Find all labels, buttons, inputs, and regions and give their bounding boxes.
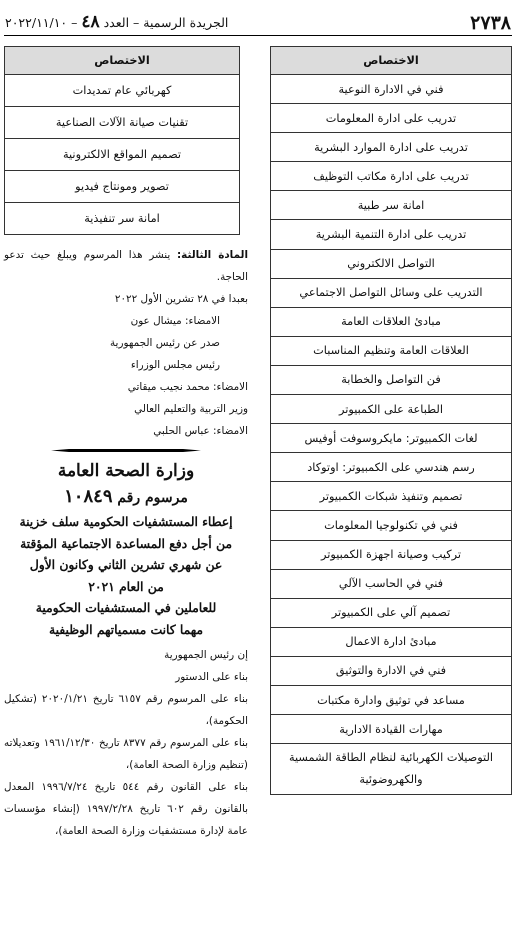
table-row xyxy=(271,249,512,278)
table-row xyxy=(271,307,512,336)
header-rule xyxy=(4,35,512,36)
subject-line: من أجل دفع المساعدة الاجتماعية المؤقتة xyxy=(20,535,232,551)
minister-title: وزير التربية والتعليم العالي xyxy=(134,403,248,415)
table-cell: الطباعة على الكمبيوتر xyxy=(271,395,512,424)
table-cell: مبادئ العلاقات العامة xyxy=(271,307,512,336)
table-row xyxy=(5,203,240,235)
table-row xyxy=(271,511,512,540)
decree-subject xyxy=(4,511,248,640)
preamble-line: إن رئيس الجمهورية xyxy=(164,649,248,661)
table-cell: فني في الحاسب الآلي xyxy=(271,569,512,598)
table-cell: تدريب على ادارة مكاتب التوظيف xyxy=(271,162,512,191)
gazette-name: الجريدة الرسمية – العدد xyxy=(103,15,229,30)
page-header xyxy=(0,0,516,36)
column-header: الاختصاص xyxy=(271,47,512,75)
table-row xyxy=(271,75,512,104)
table-cell: فني في تكنولوجيا المعلومات xyxy=(271,511,512,540)
table-row xyxy=(271,424,512,453)
gazette-title xyxy=(5,12,228,32)
subject-line: مهما كانت مسمياتهم الوظيفية xyxy=(49,621,203,637)
table-row xyxy=(271,133,512,162)
table-row xyxy=(271,278,512,307)
table-cell: تقنيات صيانة الآلات الصناعية xyxy=(5,107,240,139)
table-row xyxy=(271,715,512,744)
table-row xyxy=(271,656,512,685)
article-text: ينشر هذا المرسوم ويبلغ حيث تدعو الحاجة. xyxy=(4,249,248,283)
table-row xyxy=(5,75,240,107)
place-date: بعبدا في ٢٨ تشرين الأول ٢٠٢٢ xyxy=(114,293,248,305)
table-cell: التدريب على وسائل التواصل الاجتماعي xyxy=(271,278,512,307)
table-row xyxy=(271,220,512,249)
table-cell: مهارات القيادة الادارية xyxy=(271,715,512,744)
page-number: ٢٧٣٨ xyxy=(470,12,511,34)
table-row xyxy=(271,482,512,511)
table-row xyxy=(271,744,512,795)
subject-line: إعطاء المستشفيات الحكومية سلف خزينة xyxy=(19,514,233,529)
preamble-line: بناء على الدستور xyxy=(175,671,248,683)
article-label: المادة الثالثة: xyxy=(177,249,249,261)
ministry-title: وزارة الصحة العامة xyxy=(57,461,195,481)
subject-line: من العام ٢٠٢١ xyxy=(88,578,164,594)
decree-number xyxy=(4,484,248,511)
table-cell: تصميم المواقع الالكترونية xyxy=(5,139,240,171)
table-cell: مساعد في توثيق وادارة مكتبات xyxy=(271,685,512,714)
table-row xyxy=(271,569,512,598)
table-cell: مبادئ ادارة الاعمال xyxy=(271,627,512,656)
issue-number: ٤٨ xyxy=(81,12,100,32)
table-row xyxy=(271,336,512,365)
table-cell: فني في الادارة النوعية xyxy=(271,75,512,104)
issue-date: – ٢٠٢٢/١١/١٠ xyxy=(5,15,78,30)
table-row xyxy=(271,365,512,394)
table-cell: تدريب على ادارة التنمية البشرية xyxy=(271,220,512,249)
table-cell: تدريب على ادارة الموارد البشرية xyxy=(271,133,512,162)
table-cell: تصميم وتنفيذ شبكات الكمبيوتر xyxy=(271,482,512,511)
signature-pm: الامضاء: محمد نجيب ميقاتي xyxy=(127,381,248,393)
table-cell: كهربائي عام تمديدات xyxy=(5,75,240,107)
decree-end-block xyxy=(4,244,248,460)
article-three xyxy=(4,244,248,288)
table-cell: العلاقات العامة وتنظيم المناسبات xyxy=(271,336,512,365)
table-cell: التواصل الالكتروني xyxy=(271,249,512,278)
specialties-table-left xyxy=(4,46,240,235)
table-cell: فن التواصل والخطابة xyxy=(271,365,512,394)
table-cell: امانة سر طبية xyxy=(271,191,512,220)
table-cell: تصوير ومونتاج فيديو xyxy=(5,171,240,203)
section-divider xyxy=(4,444,248,456)
preamble-line: بناء على المرسوم رقم ٦١٥٧ تاريخ ٢٠٢٠/١/٢١ (تشكيل الحكومة)، xyxy=(4,693,249,727)
table-row xyxy=(271,453,512,482)
table-row xyxy=(5,107,240,139)
table-row xyxy=(5,139,240,171)
new-decree-block xyxy=(4,458,248,842)
table-row xyxy=(271,627,512,656)
issued-by: صدر عن رئيس الجمهورية xyxy=(109,337,220,349)
table-row xyxy=(271,685,512,714)
signature-minister: الامضاء: عباس الحلبي xyxy=(153,425,248,437)
signature-president: الامضاء: ميشال عون xyxy=(130,315,220,327)
table-cell: تصميم آلي على الكمبيوتر xyxy=(271,598,512,627)
preamble-line: بناء على المرسوم رقم ٨٣٧٧ تاريخ ١٩٦١/١٢/٣٠ وتعديلاته (تنظيم وزارة الصحة العامة)، xyxy=(4,737,249,771)
decree-number-value: ١٠٨٤٩ xyxy=(64,486,113,507)
table-row xyxy=(271,598,512,627)
subject-line: للعاملين في المستشفيات الحكومية xyxy=(35,600,217,615)
table-row xyxy=(271,162,512,191)
table-row xyxy=(271,191,512,220)
preamble-line: بناء على القانون رقم ٥٤٤ تاريخ ١٩٩٦/٧/٢٤ المعدل بالقانون رقم ٦٠٢ تاريخ ١٩٩٧/٢/٢٨ (إنشاء مؤسسات عامة لإدارة مستشفيات وزارة الصحة العامة)، xyxy=(4,781,249,837)
decree-label: مرسوم رقم xyxy=(117,490,188,506)
table-cell: لغات الكمبيوتر: مايكروسوفت أوفيس xyxy=(271,424,512,453)
table-row xyxy=(271,395,512,424)
table-cell: امانة سر تنفيذية xyxy=(5,203,240,235)
subject-line: عن شهري تشرين الثاني وكانون الأول xyxy=(29,557,223,572)
table-cell: فني في الادارة والتوثيق xyxy=(271,656,512,685)
table-row xyxy=(5,171,240,203)
table-row xyxy=(271,540,512,569)
pm-title: رئيس مجلس الوزراء xyxy=(130,359,220,371)
column-header: الاختصاص xyxy=(5,47,240,75)
table-cell: التوصيلات الكهربائية لنظام الطاقة الشمسية والكهروضوئية xyxy=(271,744,512,795)
specialties-table-right xyxy=(270,46,512,795)
table-row xyxy=(271,104,512,133)
table-cell: تركيب وصيانة اجهزة الكمبيوتر xyxy=(271,540,512,569)
table-cell: تدريب على ادارة المعلومات xyxy=(271,104,512,133)
table-cell: رسم هندسي على الكمبيوتر: اوتوكاد xyxy=(271,453,512,482)
